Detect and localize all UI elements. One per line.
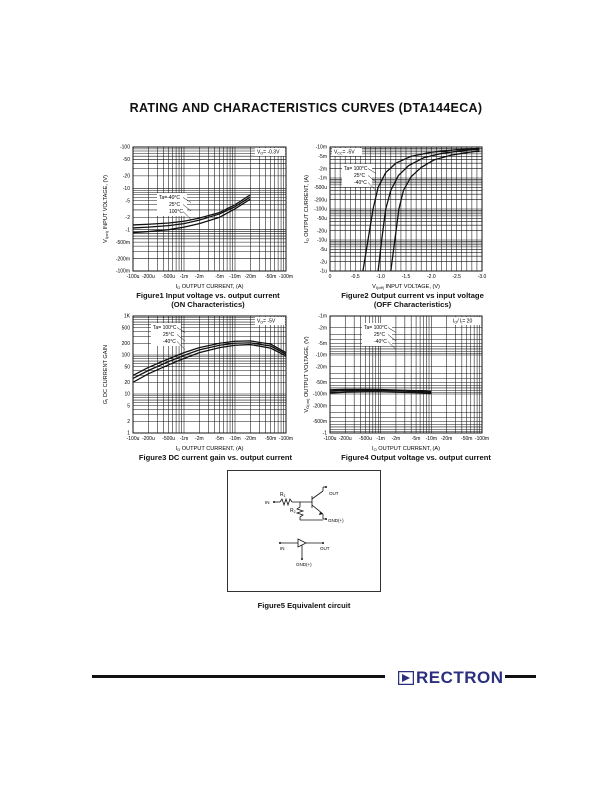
fig1-ytick-label: -100m xyxy=(115,268,130,275)
chart-fig3 xyxy=(88,302,303,462)
fig4-xtick-label: -500u xyxy=(359,436,372,442)
fig3-ytick-label: 1 xyxy=(127,430,130,437)
fig4-ytick-label: -10m xyxy=(315,352,327,359)
fig4-xtick-label: -5m xyxy=(411,436,421,442)
fig4-caption-line1: Figure4 Output voltage vs. output current xyxy=(341,453,491,462)
fig1-ytick-label: -1 xyxy=(125,227,130,234)
fig1-frame xyxy=(133,147,286,271)
fig1-caption-line1: Figure1 Input voltage vs. output current xyxy=(136,291,280,300)
fig4-frame xyxy=(330,316,482,433)
fig1-xtick-label: -10m xyxy=(229,274,241,280)
fig4-annotation-label: 25°C xyxy=(374,332,386,338)
fig2-xtick-label: -2.0 xyxy=(427,274,436,280)
fig4-xtick-label: -1m xyxy=(376,436,385,442)
fig2-ytick-label: -200u xyxy=(314,197,327,204)
fig2-annotation-label: Ta= 100°C xyxy=(344,166,368,172)
fig2-xtick-label: -1.0 xyxy=(376,274,385,280)
fig3-ytick-label: 10 xyxy=(124,391,130,398)
fig4-ytick-label: -200m xyxy=(312,403,327,410)
fig3-ytick-label: 50 xyxy=(124,364,130,371)
fig1-xtick-label: -100m xyxy=(278,274,294,280)
fig3-series-line-1 xyxy=(133,343,286,379)
fig1-xaxis-label: $I_O$ OUTPUT CURRENT, (A) xyxy=(175,284,244,291)
fig4-xtick-label: -10m xyxy=(425,436,438,442)
fig4-xtick-label: -100m xyxy=(474,436,490,442)
fig3-caption xyxy=(108,453,323,462)
fig1-ytick-label: -5 xyxy=(125,198,130,205)
footer-line-left xyxy=(92,675,385,678)
fig1-xtick-label: -100u xyxy=(126,274,140,280)
circuit2-out-label: OUT xyxy=(320,546,330,551)
fig2-ytick-label: -5m xyxy=(318,154,327,161)
fig4-xtick-label: -2m xyxy=(391,436,401,442)
fig1-ytick-label: -20 xyxy=(122,173,130,180)
fig1-ytick-label: -200m xyxy=(115,256,130,263)
fig2-ytick-label: -500u xyxy=(314,185,327,192)
fig2-ytick-label: -100u xyxy=(314,206,327,213)
fig5-caption: Figure5 Equivalent circuit xyxy=(257,601,351,610)
fig2-xtick-label: -2.5 xyxy=(452,274,461,280)
brand-name: RECTRON xyxy=(416,668,504,687)
circuit-out-label: OUT xyxy=(329,491,339,496)
fig4-annotation-label: -40°C xyxy=(374,339,387,345)
fig2-ytick-label: -20u xyxy=(316,228,327,235)
fig3-ytick-label: 100 xyxy=(121,352,130,359)
fig2-annotation-label: -40°C xyxy=(354,180,367,186)
fig2-annotation-label: 25°C xyxy=(354,173,366,179)
circuit2-in-label: IN xyxy=(280,546,285,551)
fig4-xtick-label: -50m xyxy=(461,436,473,442)
fig1-ytick-label: -100 xyxy=(119,144,130,151)
fig4-yaxis-label: $V_{O(on)}$ OUTPUT VOLTAGE, (V) xyxy=(304,336,311,413)
fig3-xtick-label: -5m xyxy=(215,436,224,442)
fig3-annotation-label: Ta= 100°C xyxy=(153,325,177,331)
fig3-annotation-label: -40°C xyxy=(163,339,176,345)
fig3-ytick-label: 5 xyxy=(127,403,130,410)
fig2-caption-line1: Figure2 Output current vs input voltage xyxy=(341,291,484,300)
fig1-annotation-label: Ta=-40°C xyxy=(159,195,181,201)
fig2-ytick-label: -5u xyxy=(319,247,327,254)
fig2-yaxis-label: $I_O$ OUTPUT CURRENT, (A) xyxy=(304,175,311,243)
fig2-xtick-label: -1.5 xyxy=(401,274,411,280)
circuit-r1-label: $R_1$ xyxy=(280,492,286,498)
fig2-ytick-label: -10u xyxy=(316,237,327,244)
fig3-xtick-label: -500u xyxy=(162,436,176,442)
fig2-xtick-label: -0.5 xyxy=(351,274,360,280)
fig3-xtick-label: -10m xyxy=(229,436,241,442)
fig1-ytick-label: -2 xyxy=(125,214,130,221)
fig1-ytick-label: -10 xyxy=(122,186,130,193)
fig4-annotation-label: Ta= 100°C xyxy=(364,325,388,331)
rectron-logo-icon xyxy=(398,671,414,685)
circuit-in-label: IN xyxy=(265,500,270,505)
fig4-ytick-label: -2m xyxy=(318,325,327,332)
equivalent-circuit-box xyxy=(227,470,381,592)
fig2-condition-label: $V_{CC}= -5V$ xyxy=(334,149,355,156)
fig1-xtick-label: -5m xyxy=(215,274,224,280)
fig3-xtick-label: -2m xyxy=(195,436,204,442)
fig4-caption xyxy=(316,453,516,462)
fig3-yaxis-label: $G_I$ DC CURRENT GAIN xyxy=(103,344,110,405)
fig3-annotation-label: 25°C xyxy=(163,332,175,338)
fig1-condition-label: $V_O= -0.3V$ xyxy=(257,149,280,156)
fig4-ytick-label: -20m xyxy=(315,364,327,371)
fig2-caption-line2: (OFF Characteristics) xyxy=(373,300,452,309)
fig1-annotation-label: 25°C xyxy=(169,202,181,208)
fig2-xtick-label: -3.0 xyxy=(477,274,487,280)
fig4-ytick-label: -5m xyxy=(318,340,327,347)
fig1-ytick-label: -500m xyxy=(115,239,130,246)
equivalent-circuit-diagram xyxy=(228,471,382,593)
fig3-ytick-label: 1K xyxy=(123,313,130,320)
fig3-xtick-label: -100u xyxy=(126,436,140,442)
fig2-ytick-label: -2m xyxy=(318,166,327,173)
fig4-ytick-label: -100m xyxy=(312,391,327,398)
fig2-ytick-label: -50u xyxy=(316,216,327,223)
circuit-r2-label: $R_2$ xyxy=(290,508,296,514)
fig1-xtick-label: -50m xyxy=(264,274,277,280)
chart-fig4 xyxy=(300,302,505,462)
fig1-xtick-label: -500u xyxy=(162,274,176,280)
fig1-yaxis-label: $V_{I(on)}$ INPUT VOLTAGE, (V) xyxy=(103,175,110,243)
fig2-ytick-label: -1u xyxy=(319,268,327,275)
fig4-ytick-label: -500m xyxy=(312,418,327,425)
fig3-ytick-label: 2 xyxy=(127,418,130,425)
fig2-xaxis-label: $V_{I(off)}$ INPUT VOLTAGE, (V) xyxy=(372,284,440,291)
fig3-ytick-label: 20 xyxy=(124,379,130,386)
circuit-gnd-label: GND(+) xyxy=(328,518,344,523)
fig4-xaxis-label: $I_O$ OUTPUT CURRENT, (A) xyxy=(372,446,440,453)
page-title: RATING AND CHARACTERISTICS CURVES (DTA144ECA) xyxy=(129,101,483,115)
fig1-xtick-label: -20m xyxy=(244,274,257,280)
fig4-xtick-label: -200u xyxy=(338,436,352,442)
fig3-xaxis-label: $I_O$ OUTPUT CURRENT, (A) xyxy=(175,446,244,453)
fig1-grid xyxy=(133,147,286,271)
fig4-xtick-label: -100u xyxy=(323,436,337,442)
fig4-ytick-label: -50m xyxy=(315,379,327,386)
fig1-xtick-label: -1m xyxy=(179,274,189,280)
fig1-caption-line2: (ON Characteristics) xyxy=(171,300,245,309)
fig4-ytick-label: -1m xyxy=(318,313,327,320)
fig4-condition-label: $I_O/$ $I_I= 20$ xyxy=(453,318,473,325)
fig3-caption-line1: Figure3 DC current gain vs. output current xyxy=(138,453,293,462)
fig1-xtick-label: -200u xyxy=(141,274,155,280)
fig3-xtick-label: -200u xyxy=(141,436,155,442)
fig3-xtick-label: -100m xyxy=(278,436,294,442)
fig3-xtick-label: -20m xyxy=(244,436,257,442)
fig1-xtick-label: -2m xyxy=(195,274,204,280)
circuit2-gnd-label: GND(+) xyxy=(296,562,312,567)
fig2-xtick-label: 0 xyxy=(328,274,332,280)
footer-line-right xyxy=(505,675,536,678)
fig4-grid xyxy=(330,316,482,433)
chart-fig1 xyxy=(88,140,303,310)
fig1-annotation-label: 100°C xyxy=(169,209,183,215)
chart-fig2 xyxy=(300,140,505,310)
fig4-ytick-label: -1 xyxy=(322,430,327,437)
fig2-ytick-label: -1m xyxy=(318,175,327,182)
fig3-xtick-label: -50m xyxy=(264,436,277,442)
fig3-ytick-label: 200 xyxy=(121,340,130,347)
fig2-ytick-label: -2u xyxy=(319,259,327,266)
fig4-xtick-label: -20m xyxy=(440,436,453,442)
brand-logo xyxy=(398,668,504,688)
fig2-ytick-label: -10m xyxy=(315,144,327,151)
fig3-xtick-label: -1m xyxy=(179,436,189,442)
fig1-ytick-label: -50 xyxy=(122,157,130,164)
fig3-ytick-label: 500 xyxy=(121,325,130,332)
fig3-condition-label: $V_O= -5V$ xyxy=(257,318,276,325)
